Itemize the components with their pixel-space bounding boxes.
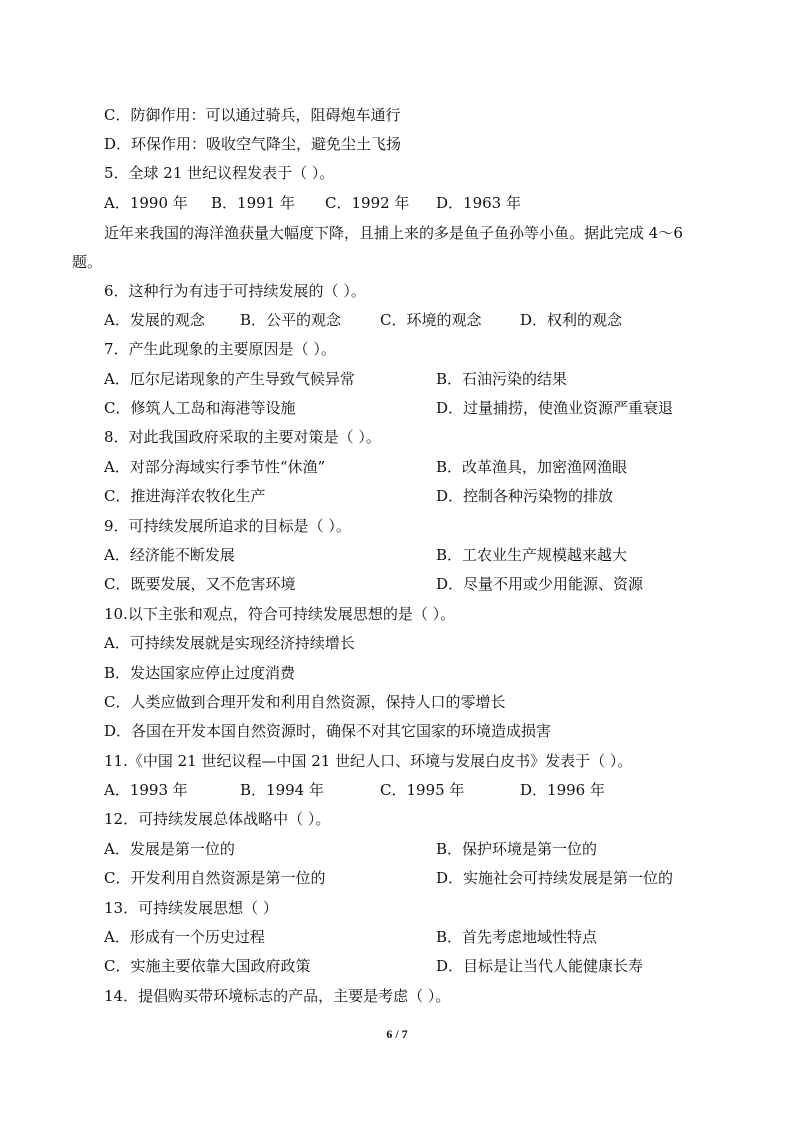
passage-intro: 近年来我国的海洋渔获量大幅度下降，且捕上来的多是鱼子鱼孙等小鱼。据此完成 4～6 [104, 224, 683, 242]
option-a: A．可持续发展就是实现经济持续增长 [104, 634, 355, 652]
option-line: C．防御作用：可以通过骑兵，阻碍炮车通行 [104, 106, 401, 124]
option-d: D．实施社会可持续发展是第一位的 [436, 869, 674, 887]
option-a: A．发展的观念 [104, 311, 205, 329]
question-10: 10.以下主张和观点，符合可持续发展思想的是（ ）。 [104, 605, 456, 623]
option-a: A．1993 年 [104, 781, 188, 799]
option-d: D．控制各种污染物的排放 [436, 487, 614, 505]
option-a: A．厄尔尼诺现象的产生导致气候异常 [104, 370, 355, 388]
question-13: 13．可持续发展思想（ ） [104, 899, 278, 917]
option-d: D．尽量不用或少用能源、资源 [436, 575, 644, 593]
option-b: B．改革渔具，加密渔网渔眼 [436, 458, 628, 476]
option-c: C．推进海洋农牧化生产 [104, 487, 266, 505]
option-c: C．修筑人工岛和海港等设施 [104, 399, 296, 417]
option-b: B．发达国家应停止过度消费 [104, 664, 296, 682]
option-b: B．首先考虑地域性特点 [436, 928, 598, 946]
option-d: D．各国在开发本国自然资源时，确保不对其它国家的环境造成损害 [104, 722, 552, 740]
question-7: 7．产生此现象的主要原因是（ ）。 [104, 340, 336, 358]
question-9: 9．可持续发展所追求的目标是（ ）。 [104, 517, 351, 535]
option-b: B．1991 年 [211, 194, 295, 212]
option-a: A．对部分海域实行季节性“休渔” [104, 458, 326, 476]
option-c: C．既要发展，又不危害环境 [104, 575, 296, 593]
option-d: D．目标是让当代人能健康长寿 [436, 957, 644, 975]
option-line: D．环保作用：吸收空气降尘，避免尘土飞扬 [104, 135, 402, 153]
option-c: C．1992 年 [325, 194, 410, 212]
option-b: B．保护环境是第一位的 [436, 840, 598, 858]
passage-intro-cont: 题。 [72, 253, 103, 271]
option-c: C．环境的观念 [380, 311, 482, 329]
page-number: 6 / 7 [386, 1027, 408, 1041]
option-a: A．发展是第一位的 [104, 840, 235, 858]
question-14: 14．提倡购买带环境标志的产品，主要是考虑（ ）。 [104, 987, 451, 1005]
option-a: A．经济能不断发展 [104, 546, 235, 564]
option-a: A．形成有一个历史过程 [104, 928, 265, 946]
question-5: 5．全球 21 世纪议程发表于（ ）。 [104, 164, 335, 182]
option-c: C．开发利用自然资源是第一位的 [104, 869, 326, 887]
option-c: C．实施主要依靠大国政府政策 [104, 957, 311, 975]
option-c: C．人类应做到合理开发和利用自然资源，保持人口的零增长 [104, 693, 506, 711]
question-8: 8．对此我国政府采取的主要对策是（ ）。 [104, 428, 381, 446]
question-11: 11.《中国 21 世纪议程—中国 21 世纪人口、环境与发展白皮书》发表于（ ）。 [104, 752, 633, 770]
option-d: D．1963 年 [436, 194, 521, 212]
option-d: D．权利的观念 [520, 311, 623, 329]
option-d: D．1996 年 [520, 781, 605, 799]
question-12: 12．可持续发展总体战略中（ ）。 [104, 810, 331, 828]
option-b: B．公平的观念 [240, 311, 342, 329]
option-a: A．1990 年 [104, 194, 188, 212]
option-c: C．1995 年 [380, 781, 465, 799]
question-6: 6．这种行为有违于可持续发展的（ ）。 [104, 282, 366, 300]
option-b: B．石油污染的结果 [436, 370, 568, 388]
option-d: D．过量捕捞，使渔业资源严重衰退 [436, 399, 674, 417]
option-b: B．1994 年 [240, 781, 324, 799]
option-b: B．工农业生产规模越来越大 [436, 546, 628, 564]
